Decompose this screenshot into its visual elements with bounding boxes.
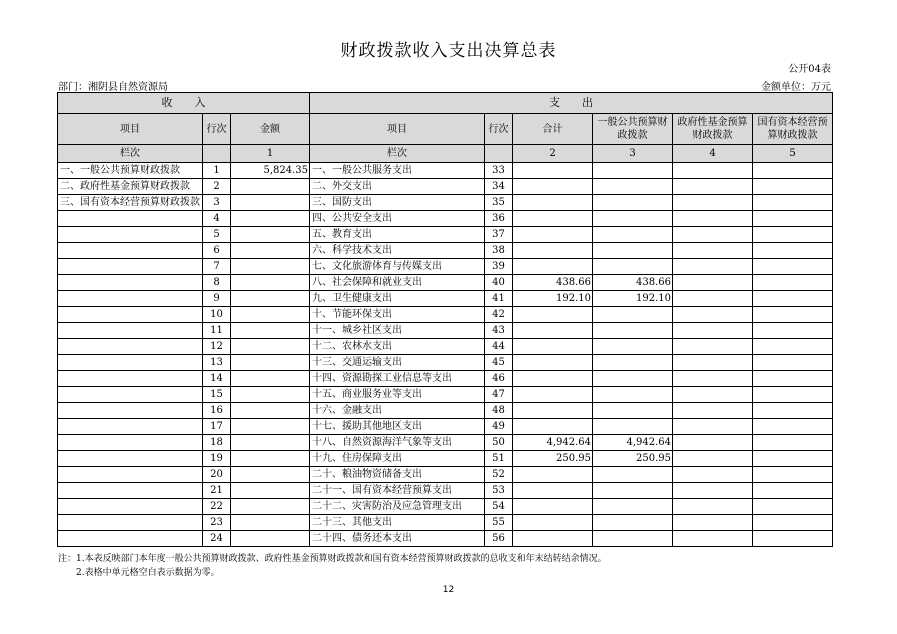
expense-item-cell: 十、节能环保支出 bbox=[310, 307, 485, 323]
income-col-label: 栏次 bbox=[58, 145, 203, 163]
gov-fund-cell bbox=[673, 355, 753, 371]
table-row bbox=[58, 531, 833, 547]
income-item-cell bbox=[58, 531, 203, 547]
table-row bbox=[58, 387, 833, 403]
income-amount-cell bbox=[231, 531, 310, 547]
total-cell bbox=[513, 195, 593, 211]
general-budget-header: 一般公共预算财政拨款 bbox=[593, 114, 673, 145]
expense-rowno-cell: 46 bbox=[485, 371, 513, 387]
gov-fund-cell bbox=[673, 387, 753, 403]
unit-label: 金额单位：万元 bbox=[761, 82, 831, 93]
general-budget-cell bbox=[593, 243, 673, 259]
state-capital-cell bbox=[753, 195, 833, 211]
gov-fund-cell bbox=[673, 163, 753, 179]
income-item-cell bbox=[58, 275, 203, 291]
expense-item-cell: 二十三、其他支出 bbox=[310, 515, 485, 531]
income-rowno-cell: 23 bbox=[203, 515, 231, 531]
expense-item-cell: 十八、自然资源海洋气象等支出 bbox=[310, 435, 485, 451]
total-cell: 4,942.64 bbox=[513, 435, 593, 451]
expense-rowno-cell: 54 bbox=[485, 499, 513, 515]
expense-item-cell: 十五、商业服务业等支出 bbox=[310, 387, 485, 403]
income-item-cell bbox=[58, 515, 203, 531]
state-capital-cell bbox=[753, 435, 833, 451]
expense-rowno-cell: 38 bbox=[485, 243, 513, 259]
expense-item-cell: 三、国防支出 bbox=[310, 195, 485, 211]
footnote-2: 2.表格中单元格空白表示数据为零。 bbox=[76, 568, 220, 578]
income-amount-cell bbox=[231, 451, 310, 467]
total-cell: 250.95 bbox=[513, 451, 593, 467]
income-item-cell bbox=[58, 371, 203, 387]
table-row bbox=[58, 195, 833, 211]
table-row bbox=[58, 355, 833, 371]
expense-rowno-cell: 42 bbox=[485, 307, 513, 323]
income-amount-cell bbox=[231, 259, 310, 275]
table-row bbox=[58, 323, 833, 339]
income-amount-cell bbox=[231, 323, 310, 339]
general-budget-cell bbox=[593, 403, 673, 419]
income-header: 收 入 bbox=[58, 93, 310, 114]
general-budget-cell bbox=[593, 387, 673, 403]
general-budget-cell bbox=[593, 259, 673, 275]
expense-item-cell: 二十二、灾害防治及应急管理支出 bbox=[310, 499, 485, 515]
income-amount-cell bbox=[231, 243, 310, 259]
expense-header: 支 出 bbox=[310, 93, 833, 114]
col4-index: 4 bbox=[673, 145, 753, 163]
total-cell bbox=[513, 163, 593, 179]
table-row bbox=[58, 163, 833, 179]
state-capital-cell bbox=[753, 387, 833, 403]
table-row bbox=[58, 371, 833, 387]
expense-item-cell: 二十、粮油物资储备支出 bbox=[310, 467, 485, 483]
expense-rowno-cell: 52 bbox=[485, 467, 513, 483]
header-row-columns bbox=[58, 114, 833, 145]
general-budget-cell: 438.66 bbox=[593, 275, 673, 291]
total-cell bbox=[513, 259, 593, 275]
income-item-cell bbox=[58, 291, 203, 307]
total-cell bbox=[513, 515, 593, 531]
income-rowno-cell: 6 bbox=[203, 243, 231, 259]
page-number: 12 bbox=[442, 585, 455, 595]
gov-fund-cell bbox=[673, 195, 753, 211]
income-amount-cell bbox=[231, 435, 310, 451]
gov-fund-cell bbox=[673, 179, 753, 195]
gov-fund-cell bbox=[673, 211, 753, 227]
income-item-cell bbox=[58, 259, 203, 275]
expense-rowno-cell: 44 bbox=[485, 339, 513, 355]
gov-fund-cell bbox=[673, 227, 753, 243]
income-item-cell bbox=[58, 307, 203, 323]
expense-item-cell: 八、社会保障和就业支出 bbox=[310, 275, 485, 291]
gov-fund-cell bbox=[673, 307, 753, 323]
table-row bbox=[58, 179, 833, 195]
expense-item-cell: 十九、住房保障支出 bbox=[310, 451, 485, 467]
income-rowno-cell: 4 bbox=[203, 211, 231, 227]
gov-fund-cell bbox=[673, 499, 753, 515]
income-rowno-cell: 12 bbox=[203, 339, 231, 355]
state-capital-cell bbox=[753, 259, 833, 275]
income-amount-cell: 5,824.35 bbox=[231, 163, 310, 179]
income-item-cell bbox=[58, 483, 203, 499]
income-item-cell bbox=[58, 355, 203, 371]
income-item-cell bbox=[58, 339, 203, 355]
income-item-cell bbox=[58, 211, 203, 227]
income-item-cell bbox=[58, 387, 203, 403]
total-cell bbox=[513, 483, 593, 499]
general-budget-cell bbox=[593, 179, 673, 195]
expense-rowno-cell: 48 bbox=[485, 403, 513, 419]
total-cell bbox=[513, 323, 593, 339]
gov-fund-cell bbox=[673, 467, 753, 483]
expense-rowno-cell: 33 bbox=[485, 163, 513, 179]
expense-rowno-index bbox=[485, 145, 513, 163]
gov-fund-cell bbox=[673, 483, 753, 499]
expense-item-cell: 二十四、债务还本支出 bbox=[310, 531, 485, 547]
table-row bbox=[58, 451, 833, 467]
general-budget-cell bbox=[593, 531, 673, 547]
table-row bbox=[58, 307, 833, 323]
expense-rowno-cell: 56 bbox=[485, 531, 513, 547]
expense-rowno-header: 行次 bbox=[485, 114, 513, 145]
expense-item-cell: 十七、援助其他地区支出 bbox=[310, 419, 485, 435]
table-row bbox=[58, 419, 833, 435]
state-capital-cell bbox=[753, 291, 833, 307]
expense-item-cell: 二十一、国有资本经营预算支出 bbox=[310, 483, 485, 499]
table-row bbox=[58, 291, 833, 307]
expense-rowno-cell: 55 bbox=[485, 515, 513, 531]
expense-rowno-cell: 41 bbox=[485, 291, 513, 307]
income-item-cell: 二、政府性基金预算财政拨款 bbox=[58, 179, 203, 195]
col5-index: 5 bbox=[753, 145, 833, 163]
fiscal-summary-table bbox=[57, 92, 833, 547]
state-capital-cell bbox=[753, 531, 833, 547]
state-capital-cell bbox=[753, 323, 833, 339]
income-rowno-cell: 10 bbox=[203, 307, 231, 323]
table-number: 公开04表 bbox=[788, 64, 831, 75]
expense-item-cell: 九、卫生健康支出 bbox=[310, 291, 485, 307]
income-amount-cell bbox=[231, 195, 310, 211]
income-amount-cell bbox=[231, 419, 310, 435]
income-item-cell bbox=[58, 403, 203, 419]
income-item-cell bbox=[58, 323, 203, 339]
total-cell bbox=[513, 339, 593, 355]
table-row bbox=[58, 211, 833, 227]
state-capital-header: 国有资本经营预算财政拨款 bbox=[753, 114, 833, 145]
income-amount-cell bbox=[231, 291, 310, 307]
income-amount-cell bbox=[231, 339, 310, 355]
state-capital-cell bbox=[753, 163, 833, 179]
general-budget-cell bbox=[593, 355, 673, 371]
income-item-cell bbox=[58, 499, 203, 515]
income-item-cell bbox=[58, 451, 203, 467]
income-amount-cell bbox=[231, 403, 310, 419]
state-capital-cell bbox=[753, 339, 833, 355]
income-amount-cell bbox=[231, 499, 310, 515]
gov-fund-cell bbox=[673, 451, 753, 467]
expense-rowno-cell: 53 bbox=[485, 483, 513, 499]
income-rowno-cell: 5 bbox=[203, 227, 231, 243]
state-capital-cell bbox=[753, 515, 833, 531]
total-cell bbox=[513, 243, 593, 259]
table-row bbox=[58, 339, 833, 355]
state-capital-cell bbox=[753, 483, 833, 499]
state-capital-cell bbox=[753, 179, 833, 195]
income-amount-cell bbox=[231, 275, 310, 291]
expense-item-cell: 四、公共安全支出 bbox=[310, 211, 485, 227]
total-cell bbox=[513, 499, 593, 515]
general-budget-cell bbox=[593, 195, 673, 211]
income-rowno-cell: 19 bbox=[203, 451, 231, 467]
income-amount-cell bbox=[231, 211, 310, 227]
total-header: 合计 bbox=[513, 114, 593, 145]
income-item-cell: 一、一般公共预算财政拨款 bbox=[58, 163, 203, 179]
income-rowno-cell: 2 bbox=[203, 179, 231, 195]
expense-item-cell: 七、文化旅游体育与传媒支出 bbox=[310, 259, 485, 275]
income-amount-header: 金额 bbox=[231, 114, 310, 145]
gov-fund-cell bbox=[673, 275, 753, 291]
report-title: 财政拨款收入支出决算总表 bbox=[340, 41, 557, 61]
expense-rowno-cell: 47 bbox=[485, 387, 513, 403]
income-rowno-cell: 21 bbox=[203, 483, 231, 499]
total-cell bbox=[513, 179, 593, 195]
general-budget-cell bbox=[593, 339, 673, 355]
expense-item-cell: 十六、金融支出 bbox=[310, 403, 485, 419]
general-budget-cell: 192.10 bbox=[593, 291, 673, 307]
total-cell bbox=[513, 467, 593, 483]
state-capital-cell bbox=[753, 451, 833, 467]
table-row bbox=[58, 515, 833, 531]
total-cell bbox=[513, 531, 593, 547]
gov-fund-cell bbox=[673, 435, 753, 451]
general-budget-cell bbox=[593, 323, 673, 339]
general-budget-cell bbox=[593, 163, 673, 179]
income-item-cell bbox=[58, 227, 203, 243]
state-capital-cell bbox=[753, 355, 833, 371]
expense-item-cell: 十四、资源勘探工业信息等支出 bbox=[310, 371, 485, 387]
expense-col-label: 栏次 bbox=[310, 145, 485, 163]
income-item-cell bbox=[58, 419, 203, 435]
income-rowno-cell: 22 bbox=[203, 499, 231, 515]
general-budget-cell bbox=[593, 227, 673, 243]
income-amount-cell bbox=[231, 515, 310, 531]
income-amount-cell bbox=[231, 371, 310, 387]
total-cell bbox=[513, 371, 593, 387]
general-budget-cell bbox=[593, 211, 673, 227]
table-row bbox=[58, 403, 833, 419]
income-rowno-cell: 18 bbox=[203, 435, 231, 451]
income-rowno-cell: 16 bbox=[203, 403, 231, 419]
income-rowno-cell: 20 bbox=[203, 467, 231, 483]
state-capital-cell bbox=[753, 307, 833, 323]
income-amount-cell bbox=[231, 387, 310, 403]
expense-item-cell: 二、外交支出 bbox=[310, 179, 485, 195]
expense-rowno-cell: 45 bbox=[485, 355, 513, 371]
income-rowno-cell: 13 bbox=[203, 355, 231, 371]
col3-index: 3 bbox=[593, 145, 673, 163]
state-capital-cell bbox=[753, 419, 833, 435]
income-rowno-cell: 8 bbox=[203, 275, 231, 291]
expense-rowno-cell: 37 bbox=[485, 227, 513, 243]
income-amount-cell bbox=[231, 467, 310, 483]
income-rowno-cell: 9 bbox=[203, 291, 231, 307]
total-cell bbox=[513, 227, 593, 243]
state-capital-cell bbox=[753, 243, 833, 259]
gov-fund-cell bbox=[673, 339, 753, 355]
expense-item-cell: 五、教育支出 bbox=[310, 227, 485, 243]
income-rowno-cell: 3 bbox=[203, 195, 231, 211]
expense-rowno-cell: 43 bbox=[485, 323, 513, 339]
gov-fund-cell bbox=[673, 531, 753, 547]
general-budget-cell: 250.95 bbox=[593, 451, 673, 467]
table-row bbox=[58, 467, 833, 483]
general-budget-cell bbox=[593, 467, 673, 483]
table-row bbox=[58, 483, 833, 499]
state-capital-cell bbox=[753, 467, 833, 483]
expense-rowno-cell: 40 bbox=[485, 275, 513, 291]
income-rowno-cell: 7 bbox=[203, 259, 231, 275]
expense-rowno-cell: 39 bbox=[485, 259, 513, 275]
total-cell: 192.10 bbox=[513, 291, 593, 307]
income-amount-cell bbox=[231, 307, 310, 323]
general-budget-cell bbox=[593, 483, 673, 499]
general-budget-cell bbox=[593, 371, 673, 387]
state-capital-cell bbox=[753, 227, 833, 243]
income-rowno-index bbox=[203, 145, 231, 163]
state-capital-cell bbox=[753, 211, 833, 227]
income-rowno-cell: 11 bbox=[203, 323, 231, 339]
income-rowno-cell: 17 bbox=[203, 419, 231, 435]
total-cell bbox=[513, 211, 593, 227]
income-amount-cell bbox=[231, 483, 310, 499]
total-cell bbox=[513, 355, 593, 371]
expense-item-cell: 十二、农林水支出 bbox=[310, 339, 485, 355]
expense-item-cell: 六、科学技术支出 bbox=[310, 243, 485, 259]
total-cell bbox=[513, 403, 593, 419]
header-row-section bbox=[58, 93, 833, 114]
income-amount-cell bbox=[231, 355, 310, 371]
expense-rowno-cell: 51 bbox=[485, 451, 513, 467]
table-row bbox=[58, 259, 833, 275]
total-cell: 438.66 bbox=[513, 275, 593, 291]
state-capital-cell bbox=[753, 371, 833, 387]
income-rowno-cell: 1 bbox=[203, 163, 231, 179]
table-row bbox=[58, 435, 833, 451]
total-cell bbox=[513, 387, 593, 403]
general-budget-cell bbox=[593, 499, 673, 515]
gov-fund-header: 政府性基金预算财政拨款 bbox=[673, 114, 753, 145]
state-capital-cell bbox=[753, 499, 833, 515]
income-item-header: 项目 bbox=[58, 114, 203, 145]
gov-fund-cell bbox=[673, 403, 753, 419]
expense-rowno-cell: 34 bbox=[485, 179, 513, 195]
table-row bbox=[58, 275, 833, 291]
col2-index: 2 bbox=[513, 145, 593, 163]
expense-rowno-cell: 50 bbox=[485, 435, 513, 451]
expense-rowno-cell: 36 bbox=[485, 211, 513, 227]
department-label: 部门：湘阴县自然资源局 bbox=[58, 82, 168, 93]
col1-index: 1 bbox=[231, 145, 310, 163]
expense-item-cell: 十三、交通运输支出 bbox=[310, 355, 485, 371]
state-capital-cell bbox=[753, 275, 833, 291]
income-item-cell bbox=[58, 435, 203, 451]
total-cell bbox=[513, 307, 593, 323]
gov-fund-cell bbox=[673, 419, 753, 435]
income-rowno-cell: 14 bbox=[203, 371, 231, 387]
expense-rowno-cell: 35 bbox=[485, 195, 513, 211]
gov-fund-cell bbox=[673, 515, 753, 531]
income-item-cell: 三、国有资本经营预算财政拨款 bbox=[58, 195, 203, 211]
income-item-cell bbox=[58, 243, 203, 259]
income-rowno-cell: 24 bbox=[203, 531, 231, 547]
table-row bbox=[58, 499, 833, 515]
state-capital-cell bbox=[753, 403, 833, 419]
expense-item-header: 项目 bbox=[310, 114, 485, 145]
gov-fund-cell bbox=[673, 259, 753, 275]
expense-item-cell: 十一、城乡社区支出 bbox=[310, 323, 485, 339]
income-amount-cell bbox=[231, 227, 310, 243]
header-row-column-index bbox=[58, 145, 833, 163]
table-row bbox=[58, 227, 833, 243]
gov-fund-cell bbox=[673, 243, 753, 259]
table-row bbox=[58, 243, 833, 259]
general-budget-cell bbox=[593, 515, 673, 531]
gov-fund-cell bbox=[673, 371, 753, 387]
income-item-cell bbox=[58, 467, 203, 483]
footnote-1: 注：1.本表反映部门本年度一般公共预算财政拨款、政府性基金预算财政拨款和国有资本经营预算财政拨款的总收支和年末结转结余情况。 bbox=[58, 554, 607, 564]
gov-fund-cell bbox=[673, 291, 753, 307]
income-rowno-cell: 15 bbox=[203, 387, 231, 403]
income-amount-cell bbox=[231, 179, 310, 195]
gov-fund-cell bbox=[673, 323, 753, 339]
general-budget-cell: 4,942.64 bbox=[593, 435, 673, 451]
general-budget-cell bbox=[593, 307, 673, 323]
income-rowno-header: 行次 bbox=[203, 114, 231, 145]
general-budget-cell bbox=[593, 419, 673, 435]
total-cell bbox=[513, 419, 593, 435]
expense-rowno-cell: 49 bbox=[485, 419, 513, 435]
expense-item-cell: 一、一般公共服务支出 bbox=[310, 163, 485, 179]
